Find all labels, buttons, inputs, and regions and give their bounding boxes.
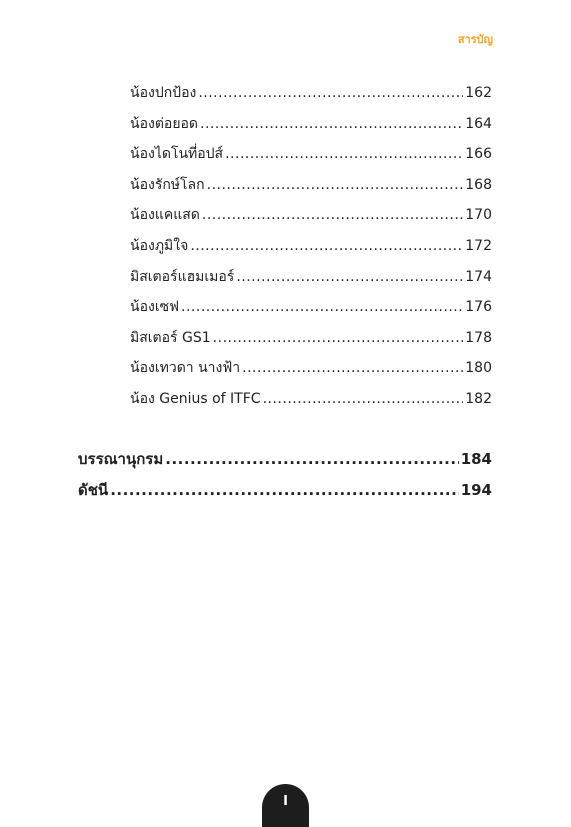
toc-entry-title: น้องรักษ์โลก (130, 176, 205, 193)
toc-main-entry-title: ดัชนี (78, 481, 109, 499)
toc-leader-dots (213, 327, 464, 349)
toc-entry[interactable] (130, 113, 492, 144)
toc-entry-title: น้องไดโนที่อปส์ (130, 146, 224, 163)
toc-leader-dots (190, 235, 463, 257)
toc-main-entry[interactable] (78, 448, 492, 479)
toc-leader-dots (165, 448, 458, 470)
toc-leader-dots (200, 113, 463, 135)
toc-entry-page: 166 (465, 146, 492, 163)
toc-entry[interactable] (130, 388, 492, 419)
toc-entry[interactable] (130, 235, 492, 266)
toc-leader-dots (110, 479, 459, 501)
toc-entry-page: 178 (465, 329, 492, 346)
toc-entry-title: น้องแคแสด (130, 207, 200, 224)
toc-main-entry[interactable] (78, 479, 492, 510)
toc-entry-title: น้องเซฟ (130, 299, 180, 316)
toc-entry-title: น้องภูมิใจ (130, 237, 189, 254)
toc-entry-page: 170 (465, 207, 492, 224)
toc-entry-page: 176 (465, 299, 492, 316)
toc-entry-title: น้องต่อยอด (130, 115, 199, 132)
toc-entry-page: 172 (465, 237, 492, 254)
toc-main-entry-page: 194 (460, 481, 492, 499)
toc-entry[interactable] (130, 357, 492, 388)
toc-entry-title: น้องปกป้อง (130, 85, 197, 101)
toc-entry-page: 164 (465, 115, 492, 132)
toc-entry[interactable] (130, 327, 492, 358)
toc-entry-page: 180 (465, 360, 492, 377)
toc-main-list (78, 448, 492, 510)
toc-leader-dots (202, 204, 463, 226)
toc-leader-dots (225, 143, 463, 165)
toc-leader-dots (242, 357, 463, 379)
toc-leader-dots (181, 296, 463, 318)
toc-entry[interactable] (130, 143, 492, 174)
toc-entry-page: 162 (465, 85, 492, 101)
toc-main-entry-page: 184 (460, 450, 492, 468)
toc-entry[interactable] (130, 82, 492, 113)
toc-leader-dots (207, 174, 464, 196)
toc-entry[interactable] (130, 296, 492, 327)
toc-entry[interactable] (130, 204, 492, 235)
toc-entry-page: 174 (465, 268, 492, 285)
toc-leader-dots (236, 266, 463, 288)
toc-entry-title: มิสเตอร์ GS1 (130, 329, 211, 346)
toc-entry-title: น้อง Genius of ITFC (130, 390, 261, 407)
toc-entry-page: 168 (465, 176, 492, 193)
page-number: I (283, 794, 288, 809)
toc-entry-title: มิสเตอร์แฮมเมอร์ (130, 268, 235, 285)
toc-leader-dots (263, 388, 464, 410)
toc-entry-title: น้องเทวดา นางฟ้า (130, 360, 241, 377)
toc-entry[interactable] (130, 266, 492, 297)
toc-entry-page: 182 (465, 390, 492, 407)
toc-entry[interactable] (130, 174, 492, 205)
section-label: สารบัญ (457, 33, 493, 46)
toc-sub-list (130, 82, 492, 419)
page-number-tab (262, 784, 309, 827)
toc-main-entry-title: บรรณานุกรม (78, 450, 164, 468)
toc-leader-dots (198, 82, 463, 104)
